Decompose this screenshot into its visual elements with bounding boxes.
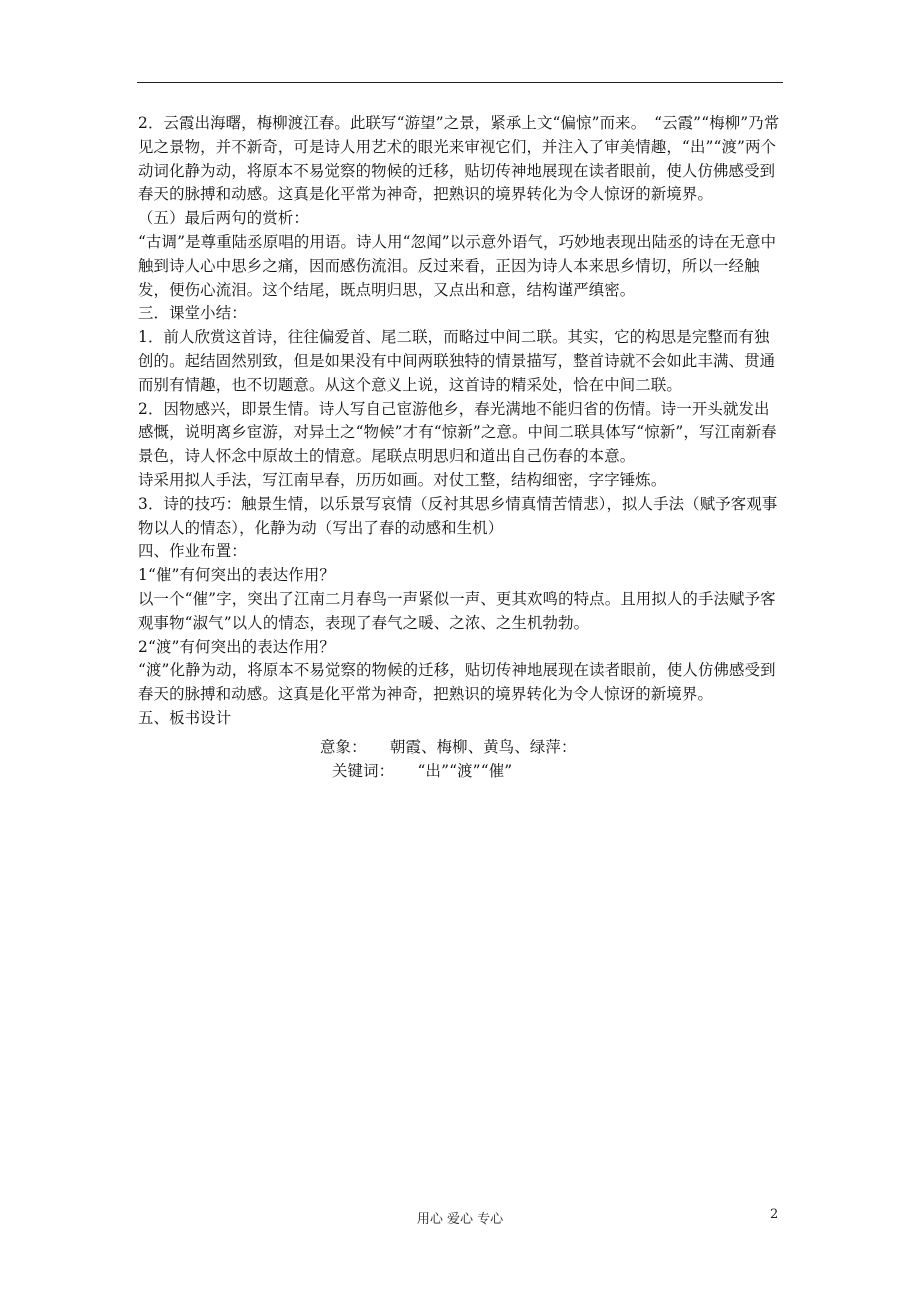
answer-2: “渡”化静为动，将原本不易觉察的物候的迁移，贴切传神地展现在读者眼前，使人仿佛感受到春天的脉搏和动感。这真是化平常为神奇，把熟识的境界转化为令人惊讶的新境界。 [138,661,776,704]
answer-1: 以一个“催”字，突出了江南二月春鸟一声紧似一声、更其欢鸣的特点。且用拟人的手法赋予客观事物“淑气”以人的情态，表现了春气之暖、之浓、之生机勃勃。 [138,589,776,632]
board-keywords-line: 关键词： “出”“渡”“催” [332,761,513,780]
question-2: 2“渡”有何突出的表达作用？ [138,637,335,656]
section-heading-board: 五、板书设计 [138,708,232,727]
body-text [138,112,784,783]
paragraph-5: 诗采用拟人手法，写江南早春，历历如画。对仗工整，结构细密，字字锤炼。 [138,470,667,489]
section-heading-5: （五）最后两句的赏析： [138,209,309,228]
paragraph-6: 3．诗的技巧：触景生情，以乐景写哀情（反衬其思乡情真情苦情悲），拟人手法（赋予客观事物以人的情态），化静为动（写出了春的动感和生机） [138,494,778,537]
section-heading-3: 三．课堂小结： [138,304,247,323]
board-imagery-line: 意象： 朝霞、梅柳、黄鸟、绿萍： [320,737,577,756]
paragraph-1: 2．云霞出海曙，梅柳渡江春。此联写“游望”之景，紧承上文“偏惊”而来。 “云霞”“梅柳”乃常见之景物，并不新奇，可是诗人用艺术的眼光来审视它们，并注入了审美情趣，“出”“渡”两个动词化静为动，将原本不易觉察的物候的迁移，贴切传神地展现在读者眼前，使人仿佛感受到春天的脉搏和动感。这真是化平常为神奇，把熟识的境界转化为令人惊讶的新境界。 [138,114,780,204]
paragraph-4: 2．因物感兴，即景生情。诗人写自己宦游他乡，春光满地不能归省的伤情。诗一开头就发出感慨，说明离乡宦游，对异土之“物候”才有“惊新”之意。中间二联具体写“惊新”，写江南新春景色，诗人怀念中原故土的情意。尾联点明思归和道出自己伤春的本意。 [138,399,777,466]
question-1: 1“催”有何突出的表达作用？ [138,566,335,585]
paragraph-3: 1．前人欣赏这首诗，往往偏爱首、尾二联，而略过中间二联。其实，它的构思是完整而有独创的。起结固然别致，但是如果没有中间两联独特的情景描写，整首诗就不会如此丰满、贯通而别有情趣，也不切题意。从这个意义上说，这首诗的精采处，恰在中间二联。 [138,328,776,394]
section-heading-4: 四、作业布置： [138,542,247,561]
page-number: 2 [770,1207,779,1222]
footer-motto: 用心 爱心 专心 [416,1212,504,1227]
header-rule [137,82,783,83]
paragraph-2: “古调”是尊重陆丞原唱的用语。诗人用“忽闻”以示意外语气，巧妙地表现出陆丞的诗在无意中触到诗人心中思乡之痛，因而感伤流泪。反过来看，正因为诗人本来思乡情切，所以一经触发，便伤心流泪。这个结尾，既点明归思，又点出和意，结构谨严缜密。 [138,232,777,299]
